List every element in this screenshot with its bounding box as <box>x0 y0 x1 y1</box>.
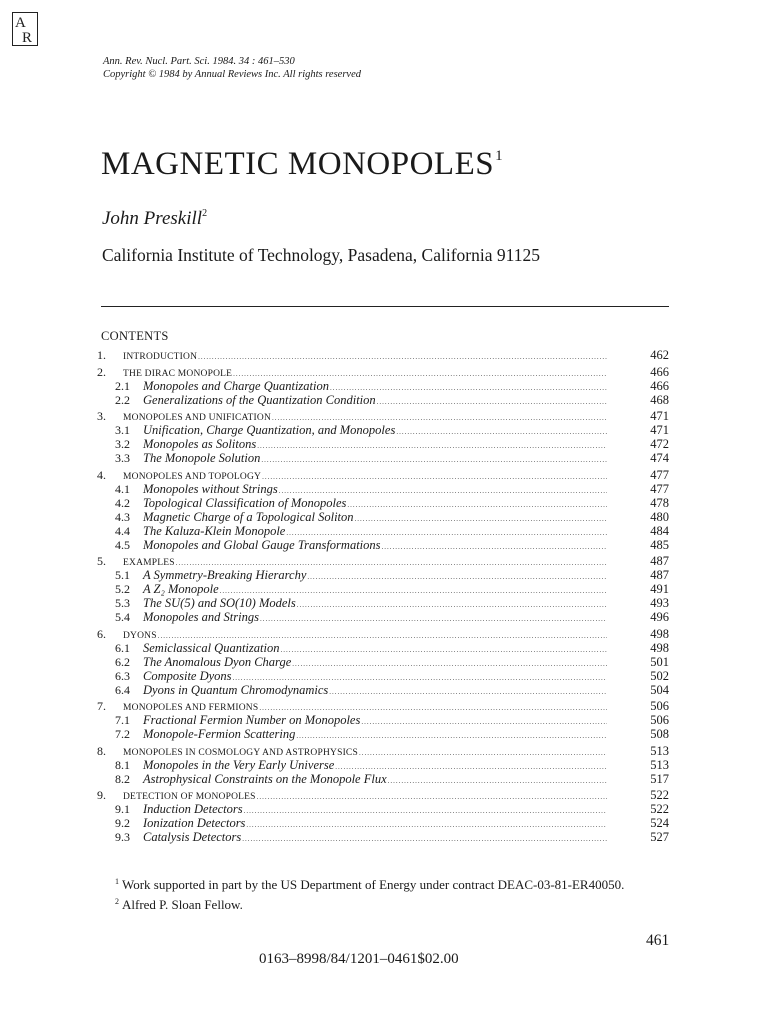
logo-mark <box>12 12 38 46</box>
toc-entry-title: DETECTION OF MONOPOLES <box>123 792 256 802</box>
page-number: 461 <box>646 932 670 949</box>
toc-entry-title: MONOPOLES AND TOPOLOGY <box>123 471 262 482</box>
footnote-text: Alfred P. Sloan Fellow. <box>122 897 243 912</box>
toc-dot-leader <box>279 643 607 655</box>
toc-entry-number: 2.1 <box>115 378 130 393</box>
author-footnote-mark: 2 <box>202 208 208 219</box>
author-name: John Preskill <box>102 208 203 229</box>
toc-entry-page: 471 <box>650 423 669 437</box>
toc-entry-page: 522 <box>650 802 669 816</box>
toc-entry-page: 478 <box>650 495 669 510</box>
toc-subsection-row <box>97 596 673 610</box>
toc-entry-title: Generalizations of the Quantization Condition <box>143 392 376 407</box>
toc-entry-page: 487 <box>650 554 669 568</box>
toc-subsection-row <box>97 610 673 624</box>
annual-reviews-logo <box>12 12 38 46</box>
toc-entry-page: 504 <box>650 682 669 697</box>
toc-subsection-row <box>97 423 673 437</box>
toc-subsection-row <box>97 816 673 830</box>
toc-entry-page: 506 <box>650 699 669 713</box>
toc-entry-title: A Z₂ Monopole <box>143 582 219 596</box>
footnote <box>101 893 673 913</box>
toc-entry-page: 506 <box>650 713 669 727</box>
toc-entry-page: 517 <box>650 771 669 786</box>
toc-entry-number: 6.2 <box>115 654 130 669</box>
toc-entry-page: 508 <box>650 727 669 741</box>
toc-entry-page: 527 <box>650 830 669 844</box>
toc-section-row <box>97 744 673 758</box>
toc-entry-title: Monopole-Fermion Scattering <box>143 727 296 741</box>
toc-entry-number: 4.2 <box>115 495 130 510</box>
toc-subsection-row <box>97 727 673 741</box>
contents-heading: CONTENTS <box>101 329 169 343</box>
toc-dot-leader <box>219 584 607 596</box>
journal-citation: Ann. Rev. Nucl. Part. Sci. 1984. 34 : 461–530 <box>103 56 295 67</box>
table-of-contents <box>97 348 673 844</box>
toc-dot-leader <box>296 598 607 610</box>
article-title <box>101 146 503 183</box>
toc-dot-leader <box>360 715 607 727</box>
toc-subsection-row <box>97 582 673 596</box>
toc-entry-number: 4.4 <box>115 523 130 538</box>
toc-subsection-row <box>97 641 673 655</box>
toc-entry-title: Monopoles and Global Gauge Transformations <box>143 537 381 552</box>
toc-entry-title: The Kaluza-Klein Monopole <box>143 523 286 538</box>
toc-subsection-row <box>97 482 673 496</box>
toc-subsection-row <box>97 451 673 465</box>
footnote <box>101 873 673 893</box>
toc-entry-page: 522 <box>650 788 669 802</box>
toc-entry-title: Semiclassical Quantization <box>143 640 280 655</box>
toc-entry-number: 4.5 <box>115 537 130 552</box>
toc-entry-title: Monopoles and Strings <box>143 610 259 624</box>
toc-entry-page: 502 <box>650 668 669 683</box>
toc-entry-title: Ionization Detectors <box>143 816 246 830</box>
toc-entry-number: 9.2 <box>115 816 130 830</box>
toc-dot-leader <box>175 556 607 568</box>
toc-entry-page: 501 <box>650 654 669 669</box>
toc-entry-title: Monopoles in the Very Early Universe <box>143 757 335 772</box>
toc-entry-page: 524 <box>650 816 669 830</box>
toc-dot-leader <box>334 760 607 772</box>
toc-entry-title: Monopoles and Charge Quantization <box>143 378 329 393</box>
article-title-text: MAGNETIC MONOPOLES <box>101 146 495 182</box>
toc-entry-page: 462 <box>650 348 669 362</box>
toc-entry-number: 3. <box>97 409 106 423</box>
toc-entry-number: 4. <box>97 467 106 482</box>
toc-dot-leader <box>358 746 607 758</box>
toc-entry-title: Magnetic Charge of a Topological Soliton <box>143 509 354 524</box>
toc-dot-leader <box>306 570 607 582</box>
toc-entry-title: Monopoles as Solitons <box>143 437 257 451</box>
toc-subsection-row <box>97 758 673 772</box>
toc-subsection-row <box>97 830 673 844</box>
toc-entry-title: The Anomalous Dyon Charge <box>143 654 292 669</box>
toc-dot-leader <box>291 657 607 669</box>
toc-entry-page: 493 <box>650 596 669 610</box>
toc-entry-number: 1. <box>97 348 106 362</box>
toc-entry-title: MONOPOLES AND UNIFICATION <box>123 413 272 423</box>
toc-dot-leader <box>245 818 607 830</box>
toc-entry-number: 9. <box>97 788 106 802</box>
toc-entry-number: 6.4 <box>115 682 130 697</box>
toc-entry-number: 5.2 <box>115 582 130 596</box>
toc-entry-number: 9.3 <box>115 830 130 844</box>
toc-entry-title: Astrophysical Constraints on the Monopole Flux <box>143 771 387 786</box>
toc-entry-page: 491 <box>650 582 669 596</box>
author-affiliation: California Institute of Technology, Pasadena, California 91125 <box>102 245 540 265</box>
toc-subsection-row <box>97 437 673 451</box>
toc-subsection-row <box>97 655 673 669</box>
toc-dot-leader <box>258 701 607 713</box>
toc-entry-page: 466 <box>650 378 669 393</box>
toc-entry-page: 468 <box>650 392 669 407</box>
toc-entry-number: 6.1 <box>115 640 130 655</box>
toc-entry-number: 7.1 <box>115 713 130 727</box>
toc-dot-leader <box>256 439 607 451</box>
toc-dot-leader <box>197 350 607 362</box>
toc-subsection-row <box>97 496 673 510</box>
toc-entry-number: 3.3 <box>115 451 130 465</box>
toc-dot-leader <box>328 685 607 697</box>
toc-entry-page: 484 <box>650 523 669 538</box>
toc-entry-title: Topological Classification of Monopoles <box>143 495 347 510</box>
toc-entry-title: The SU(5) and SO(10) Models <box>143 596 296 610</box>
toc-dot-leader <box>157 629 607 641</box>
journal-copyright: Copyright © 1984 by Annual Reviews Inc. All rights reserved <box>103 69 361 80</box>
toc-entry-title: MONOPOLES IN COSMOLOGY AND ASTROPHYSICS <box>123 747 358 758</box>
toc-entry-title: EXAMPLES <box>123 558 175 568</box>
toc-subsection-row <box>97 683 673 697</box>
toc-entry-number: 2. <box>97 364 106 379</box>
toc-subsection-row <box>97 379 673 393</box>
toc-entry-title: Fractional Fermion Number on Monopoles <box>143 713 361 727</box>
article-code: 0163–8998/84/1201–0461$02.00 <box>259 951 459 967</box>
toc-entry-page: 477 <box>650 481 669 496</box>
toc-entry-title: Unification, Charge Quantization, and Monopoles <box>143 423 396 437</box>
toc-entry-number: 6. <box>97 626 106 641</box>
toc-entry-title: MONOPOLES AND FERMIONS <box>123 703 259 713</box>
toc-section-row <box>97 409 673 423</box>
toc-entry-title: Monopoles without Strings <box>143 481 278 496</box>
toc-entry-page: 498 <box>650 626 669 641</box>
toc-dot-leader <box>381 540 607 552</box>
toc-entry-page: 474 <box>650 451 669 465</box>
toc-entry-page: 513 <box>650 757 669 772</box>
toc-subsection-row <box>97 524 673 538</box>
toc-dot-leader <box>395 425 607 437</box>
svg-text:R: R <box>22 30 33 46</box>
toc-section-row <box>97 554 673 568</box>
toc-subsection-row <box>97 669 673 683</box>
toc-dot-leader <box>271 411 607 423</box>
toc-subsection-row <box>97 393 673 407</box>
toc-subsection-row <box>97 772 673 786</box>
toc-entry-number: 3.2 <box>115 437 130 451</box>
toc-entry-number: 5.1 <box>115 568 130 582</box>
toc-entry-page: 498 <box>650 640 669 655</box>
toc-section-row <box>97 699 673 713</box>
toc-entry-number: 8.1 <box>115 757 130 772</box>
toc-dot-leader <box>285 526 607 538</box>
toc-dot-leader <box>241 832 607 844</box>
toc-dot-leader <box>346 498 607 510</box>
toc-entry-page: 477 <box>650 467 669 482</box>
toc-entry-number: 7.2 <box>115 727 130 741</box>
toc-subsection-row <box>97 713 673 727</box>
toc-entry-page: 480 <box>650 509 669 524</box>
toc-section-row <box>97 788 673 802</box>
toc-dot-leader <box>354 512 607 524</box>
toc-entry-number: 6.3 <box>115 668 130 683</box>
toc-entry-number: 5.4 <box>115 610 130 624</box>
toc-subsection-row <box>97 802 673 816</box>
toc-entry-title: DYONS <box>123 630 157 641</box>
toc-dot-leader <box>232 671 607 683</box>
toc-dot-leader <box>376 395 607 407</box>
toc-dot-leader <box>256 790 607 802</box>
toc-entry-title: Composite Dyons <box>143 668 232 683</box>
toc-dot-leader <box>295 729 607 741</box>
toc-entry-title: The Monopole Solution <box>143 451 261 465</box>
toc-section-row <box>97 365 673 379</box>
toc-section-row <box>97 348 673 362</box>
toc-subsection-row <box>97 510 673 524</box>
article-author <box>102 208 207 230</box>
toc-dot-leader <box>259 612 607 624</box>
svg-text:A: A <box>15 15 26 31</box>
footnote-mark: 1 <box>115 877 119 886</box>
toc-entry-page: 513 <box>650 743 669 758</box>
toc-entry-page: 487 <box>650 568 669 582</box>
toc-entry-number: 4.1 <box>115 481 130 496</box>
footnote-mark: 2 <box>115 897 119 906</box>
toc-entry-number: 8.2 <box>115 771 130 786</box>
toc-entry-number: 5.3 <box>115 596 130 610</box>
toc-entry-number: 2.2 <box>115 392 130 407</box>
toc-entry-title: THE DIRAC MONOPOLE <box>123 368 233 379</box>
toc-entry-page: 485 <box>650 537 669 552</box>
toc-subsection-row <box>97 568 673 582</box>
toc-dot-leader <box>387 774 607 786</box>
toc-entry-page: 472 <box>650 437 669 451</box>
toc-entry-title: Induction Detectors <box>143 802 243 816</box>
toc-section-row <box>97 627 673 641</box>
header-divider <box>101 306 669 307</box>
footnotes <box>101 873 673 913</box>
toc-entry-page: 466 <box>650 364 669 379</box>
toc-dot-leader <box>278 484 607 496</box>
toc-entry-title: Dyons in Quantum Chromodynamics <box>143 682 329 697</box>
toc-entry-number: 4.3 <box>115 509 130 524</box>
toc-entry-page: 496 <box>650 610 669 624</box>
toc-entry-number: 7. <box>97 699 106 713</box>
toc-entry-number: 8. <box>97 743 106 758</box>
toc-entry-title: A Symmetry-Breaking Hierarchy <box>143 568 307 582</box>
toc-dot-leader <box>261 470 607 482</box>
toc-section-row <box>97 468 673 482</box>
journal-header <box>103 55 361 81</box>
toc-entry-number: 3.1 <box>115 423 130 437</box>
toc-entry-number: 5. <box>97 554 106 568</box>
toc-entry-title: Catalysis Detectors <box>143 830 242 844</box>
toc-entry-page: 471 <box>650 409 669 423</box>
toc-dot-leader <box>243 804 607 816</box>
toc-entry-number: 9.1 <box>115 802 130 816</box>
toc-subsection-row <box>97 538 673 552</box>
toc-dot-leader <box>232 367 607 379</box>
title-footnote-mark: 1 <box>495 148 504 164</box>
toc-entry-title: INTRODUCTION <box>123 352 198 362</box>
toc-dot-leader <box>260 453 607 465</box>
footnote-text: Work supported in part by the US Department of Energy under contract DEAC-03-81-ER40050. <box>122 877 625 892</box>
toc-dot-leader <box>329 381 607 393</box>
